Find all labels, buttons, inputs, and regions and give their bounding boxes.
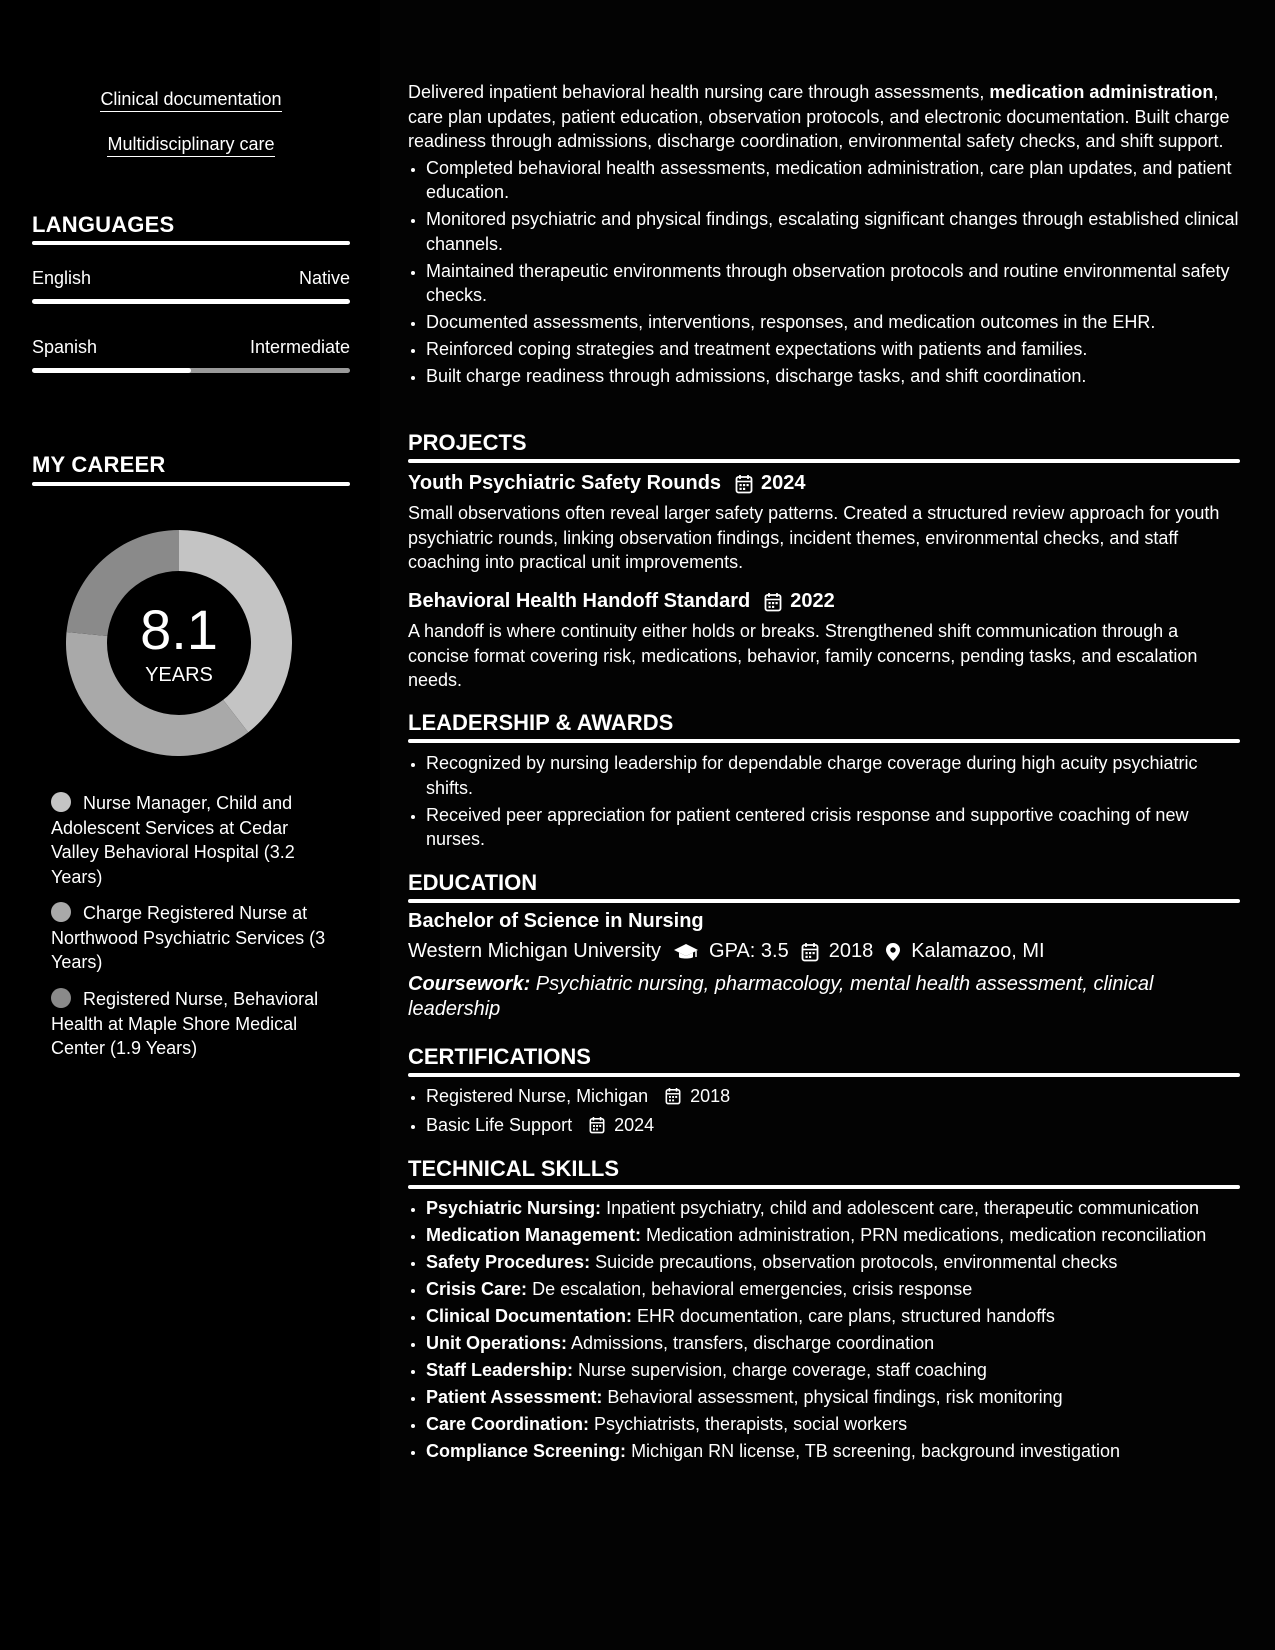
experience-bullet: • Completed behavioral health assessments, medication administration, care plan updates, and patient education. xyxy=(426,156,1240,205)
experience-section xyxy=(408,80,1240,391)
project-title: Youth Psychiatric Safety Rounds xyxy=(408,472,722,494)
leadership-item: • Recognized by nursing leadership for dependable charge coverage during high acuity psychiatric shifts. xyxy=(426,751,1240,800)
school-location: Kalamazoo, MI xyxy=(911,940,1045,962)
certifications-heading: CERTIFICATIONS xyxy=(408,1044,591,1069)
project-year: 2022 xyxy=(790,590,835,612)
language-name: English xyxy=(32,268,92,288)
coursework: Coursework: Psychiatric nursing, pharmacology, mental health assessment, clinical leadership xyxy=(408,973,1154,1020)
languages-heading: LANGUAGES xyxy=(32,212,175,237)
experience-bullet: • Reinforced coping strategies and treatment expectations with patients and families. xyxy=(426,337,1240,362)
project-title-row xyxy=(408,472,1240,495)
calendar-icon xyxy=(589,1116,605,1134)
certifications-rule xyxy=(408,1073,1240,1077)
experience-bullets xyxy=(408,156,1240,389)
education-heading: EDUCATION xyxy=(408,870,538,895)
skill-item: • Clinical Documentation: EHR documentation, care plans, structured handoffs xyxy=(426,1304,1240,1329)
projects-heading: PROJECTS xyxy=(408,430,527,455)
leadership-list xyxy=(408,751,1240,852)
certifications-section xyxy=(408,1084,1240,1140)
career-total-years: 8.1 xyxy=(140,598,218,661)
leadership-section xyxy=(408,751,1240,854)
projects-rule xyxy=(408,459,1240,463)
language-name: Spanish xyxy=(32,337,98,357)
sidebar xyxy=(0,0,380,1650)
education-details xyxy=(408,940,1240,963)
project-title: Behavioral Health Handoff Standard xyxy=(408,590,751,612)
leadership-heading: LEADERSHIP & AWARDS xyxy=(408,710,674,735)
language-bar-english xyxy=(32,299,350,304)
graduation-year: 2018 xyxy=(828,940,874,962)
career-dot xyxy=(51,902,71,922)
certification-item: • Basic Life Support 2024 xyxy=(426,1113,1240,1138)
project-description: Small observations often reveal larger safety patterns. Created a structured review approach for youth psychiatric rounds, linking observation findings, incident themes, environmental checks, and staff coaching into practical unit improvements. xyxy=(408,503,1220,572)
language-row-english xyxy=(32,268,350,289)
skill-item: • Staff Leadership: Nurse supervision, charge coverage, staff coaching xyxy=(426,1358,1240,1383)
technical-skills-list xyxy=(408,1196,1240,1464)
experience-bullet: • Built charge readiness through admissions, discharge tasks, and shift coordination. xyxy=(426,364,1240,389)
career-total-unit: YEARS xyxy=(145,664,213,686)
languages-rule xyxy=(32,241,350,245)
experience-bullet: • Monitored psychiatric and physical findings, escalating significant changes through established clinical channels. xyxy=(426,207,1240,256)
language-bar-spanish xyxy=(32,368,350,373)
skill-item: • Psychiatric Nursing: Inpatient psychiatry, child and adolescent care, therapeutic communication xyxy=(426,1196,1240,1221)
technical-skills-section xyxy=(408,1196,1240,1466)
skill-item: • Medication Management: Medication administration, PRN medications, medication reconciliation xyxy=(426,1223,1240,1248)
skill-link-multidisciplinary-care[interactable]: Multidisciplinary care xyxy=(32,133,350,155)
school-name: Western Michigan University xyxy=(408,940,662,962)
career-item: Nurse Manager, Child and Adolescent Services at Cedar Valley Behavioral Hospital (3.2 Years) xyxy=(51,793,295,887)
experience-summary: Delivered inpatient behavioral health nursing care through assessments, medication administration, care plan updates, patient education, observation protocols, and electronic documentation. Built charge readiness through admissions, discharge coordination, environmental safety checks, and shift support. xyxy=(408,82,1230,151)
calendar-icon xyxy=(764,592,782,612)
career-item: Registered Nurse, Behavioral Health at Maple Shore Medical Center (1.9 Years) xyxy=(51,989,319,1058)
calendar-icon xyxy=(665,1087,681,1105)
skill-item: • Care Coordination: Psychiatrists, therapists, social workers xyxy=(426,1412,1240,1437)
language-row-spanish xyxy=(32,337,350,358)
technical-skills-rule xyxy=(408,1185,1240,1189)
language-bar-fill xyxy=(32,368,191,373)
gpa: GPA: 3.5 xyxy=(709,940,789,962)
skill-item: • Safety Procedures: Suicide precautions, observation protocols, environmental checks xyxy=(426,1250,1240,1275)
leadership-rule xyxy=(408,739,1240,743)
skill-item: • Unit Operations: Admissions, transfers, discharge coordination xyxy=(426,1331,1240,1356)
calendar-icon xyxy=(801,942,819,962)
skill-item: • Compliance Screening: Michigan RN license, TB screening, background investigation xyxy=(426,1439,1240,1464)
leadership-item: • Received peer appreciation for patient centered crisis response and supportive coaching of new nurses. xyxy=(426,803,1240,852)
skill-item: • Crisis Care: De escalation, behavioral emergencies, crisis response xyxy=(426,1277,1240,1302)
language-level: Native xyxy=(298,268,350,288)
career-dot xyxy=(51,792,71,812)
language-level: Intermediate xyxy=(249,337,350,357)
graduation-cap-icon xyxy=(673,942,699,962)
career-dot xyxy=(51,988,71,1008)
project-title-row xyxy=(408,590,1240,613)
career-item: Charge Registered Nurse at Northwood Psychiatric Services (3 Years) xyxy=(51,903,326,972)
technical-skills-heading: TECHNICAL SKILLS xyxy=(408,1156,620,1181)
experience-bullet: • Maintained therapeutic environments through observation protocols and routine environmental safety checks. xyxy=(426,259,1240,308)
language-bar-fill xyxy=(32,299,350,304)
project-description: A handoff is where continuity either holds or breaks. Strengthened shift communication through a concise format covering risk, medications, behavior, family concerns, pending tasks, and escalation needs. xyxy=(408,621,1198,690)
education-rule xyxy=(408,899,1240,903)
certifications-list xyxy=(408,1084,1240,1137)
experience-bullet: • Documented assessments, interventions, responses, and medication outcomes in the EHR. xyxy=(426,310,1240,335)
degree-title: Bachelor of Science in Nursing xyxy=(408,910,704,932)
career-heading: MY CAREER xyxy=(32,452,166,477)
location-pin-icon xyxy=(885,942,901,962)
skill-item: • Patient Assessment: Behavioral assessment, physical findings, risk monitoring xyxy=(426,1385,1240,1410)
project-year: 2024 xyxy=(761,472,806,494)
career-rule xyxy=(32,482,350,486)
skill-link-clinical-documentation[interactable]: Clinical documentation xyxy=(32,88,350,110)
certification-item: • Registered Nurse, Michigan 2018 xyxy=(426,1084,1240,1109)
calendar-icon xyxy=(735,474,753,494)
